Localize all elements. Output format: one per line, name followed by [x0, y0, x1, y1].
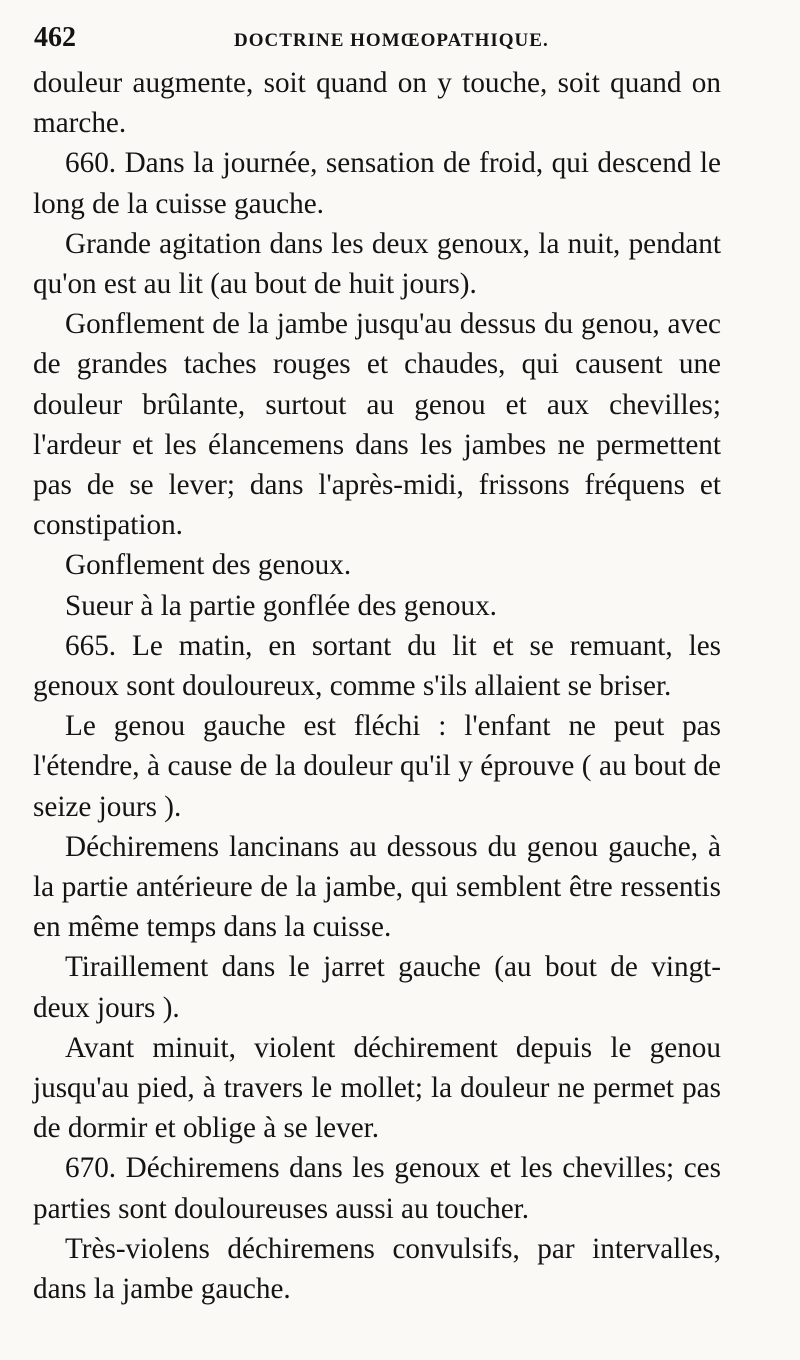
page-header [34, 22, 766, 56]
paragraph-text: Gonflement de la jambe jusqu'au dessus du genou, avec de grandes taches rouges et chaudes, qui causent une douleur brûlante, surtout au genou et aux chevilles; l'ardeur et les élancemens dans les jambes ne permettent pas de se lever; dans l'après-midi, frissons fréquens et constipation. [33, 308, 721, 542]
paragraph [33, 1148, 721, 1228]
body-text [33, 63, 721, 1309]
paragraph-text: Sueur à la partie gonflée des genoux. [65, 589, 497, 622]
paragraph-text: Grande agitation dans les deux genoux, la nuit, pendant qu'on est au lit (au bout de huit jours). [33, 227, 721, 301]
paragraph-text: Avant minuit, violent déchirement depuis le genou jusqu'au pied, à travers le mollet; la douleur ne permet pas de dormir et oblige à se lever. [33, 1031, 721, 1145]
paragraph [33, 586, 721, 626]
paragraph-text: Gonflement des genoux. [65, 549, 352, 582]
paragraph-text: Très-violens déchiremens convulsifs, par intervalles, dans la jambe gauche. [33, 1232, 721, 1306]
paragraph [33, 304, 721, 545]
page-number: 462 [34, 22, 76, 53]
paragraph [33, 626, 721, 706]
paragraph [33, 827, 721, 948]
paragraph-number: 670. [65, 1152, 117, 1185]
paragraph [33, 224, 721, 304]
paragraph-text: Le genou gauche est fléchi : l'enfant ne peut pas l'étendre, à cause de la douleur qu'il y éprouve ( au bout de seize jours ). [33, 710, 721, 823]
paragraph [33, 143, 721, 223]
paragraph-text: Tiraillement dans le jarret gauche (au bout de vingt-deux jours ). [33, 951, 721, 1024]
paragraph [33, 947, 721, 1027]
paragraph-text: douleur augmente, soit quand on y touche, soit quand on marche. [33, 67, 721, 140]
paragraph [33, 706, 721, 827]
paragraph-text: Déchiremens dans les genoux et les chevilles; ces parties sont douloureuses aussi au toucher. [33, 1152, 721, 1225]
paragraph [33, 545, 721, 585]
paragraph-text: Dans la journée, sensation de froid, qui descend le long de la cuisse gauche. [33, 147, 721, 220]
paragraph [33, 1229, 721, 1309]
paragraph-number: 660. [65, 147, 117, 180]
paragraph-text: Déchiremens lancinans au dessous du genou gauche, à la partie antérieure de la jambe, qui semblent être ressentis en même temps dans la cuisse. [33, 830, 721, 944]
paragraph-number: 665. [65, 629, 117, 662]
paragraph [33, 1028, 721, 1149]
paragraph [33, 63, 721, 143]
running-title: DOCTRINE HOMŒOPATHIQUE. [234, 30, 549, 51]
paragraph-text: Le matin, en sortant du lit et se remuant, les genoux sont douloureux, comme s'ils allaient se briser. [33, 629, 722, 703]
